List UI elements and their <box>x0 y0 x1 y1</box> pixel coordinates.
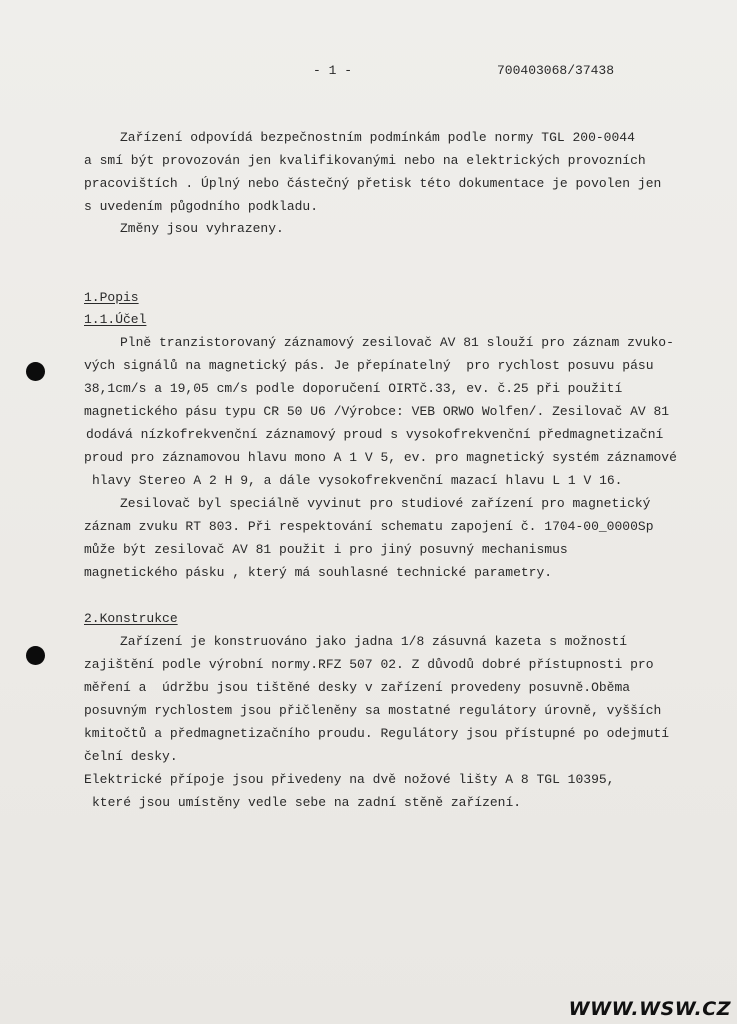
body-line: hlavy Stereo A 2 H 9, a dále vysokofrekvenční mazací hlavu L 1 V 16. <box>92 473 623 488</box>
body-line: zajištění podle výrobní normy.RFZ 507 02. Z důvodů dobré přístupnosti pro <box>84 657 654 672</box>
watermark: WWW.WSW.CZ <box>568 998 731 1020</box>
document-number: 700403068/37438 <box>497 63 615 78</box>
body-line: které jsou umístěny vedle sebe na zadní stěně zařízení. <box>92 795 522 810</box>
body-line: 38,1cm/s a 19,05 cm/s podle doporučení OIRTč.33, ev. č.25 při použití <box>84 381 623 396</box>
body-line: proud pro záznamovou hlavu mono A 1 V 5, ev. pro magnetický systém záznamové <box>84 450 677 465</box>
body-line: Elektrické přípoje jsou přivedeny na dvě nožové lišty A 8 TGL 10395, <box>84 772 615 787</box>
body-line: Plně tranzistorovaný záznamový zesilovač AV 81 slouží pro záznam zvuko- <box>120 335 674 350</box>
body-line: Zesilovač byl speciálně vyvinut pro studiové zařízení pro magnetický <box>120 496 651 511</box>
body-line: může být zesilovač AV 81 použit i pro jiný posuvný mechanismus <box>84 542 568 557</box>
body-line: posuvným rychlostem jsou přičleněny sa mostatné regulátory úrovně, vyšších <box>84 703 662 718</box>
punch-hole-icon <box>26 646 45 665</box>
body-line: čelní desky. <box>84 749 178 764</box>
body-line: měření a údržbu jsou tištěné desky v zařízení provedeny posuvně.Oběma <box>84 680 631 695</box>
intro-line: Zařízení odpovídá bezpečnostním podmínkám podle normy TGL 200-0044 <box>120 130 635 145</box>
intro-line: s uvedením půgodního podkladu. <box>84 199 319 214</box>
changes-note: Změny jsou vyhrazeny. <box>120 221 284 236</box>
body-line: kmitočtů a předmagnetizačního proudu. Regulátory jsou přístupné po odejmutí <box>84 726 670 741</box>
section-heading-popis: 1.Popis <box>84 290 139 305</box>
section-heading-konstrukce: 2.Konstrukce <box>84 611 178 626</box>
section-subheading-ucel: 1.1.Účel <box>84 312 147 327</box>
body-line: Zařízení je konstruováno jako jadna 1/8 zásuvná kazeta s možností <box>120 634 628 649</box>
intro-line: a smí být provozován jen kvalifikovanými nebo na elektrických provozních <box>84 153 646 168</box>
body-line: vých signálů na magnetický pás. Je přepínatelný pro rychlost posuvu pásu <box>84 358 654 373</box>
intro-line: pracovištích . Úplný nebo částečný přetisk této dokumentace je povolen jen <box>84 176 662 191</box>
page-number: - 1 - <box>313 63 353 78</box>
body-line: dodává nízkofrekvenční záznamový proud s vysokofrekvenční předmagnetizační <box>86 427 664 442</box>
punch-hole-icon <box>26 362 45 381</box>
body-line: magnetického pásku , který má souhlasné technické parametry. <box>84 565 553 580</box>
body-line: záznam zvuku RT 803. Při respektování schematu zapojení č. 1704-00_0000Sp <box>84 519 654 534</box>
body-line: magnetického pásu typu CR 50 U6 /Výrobce: VEB ORWO Wolfen/. Zesilovač AV 81 <box>84 404 670 419</box>
